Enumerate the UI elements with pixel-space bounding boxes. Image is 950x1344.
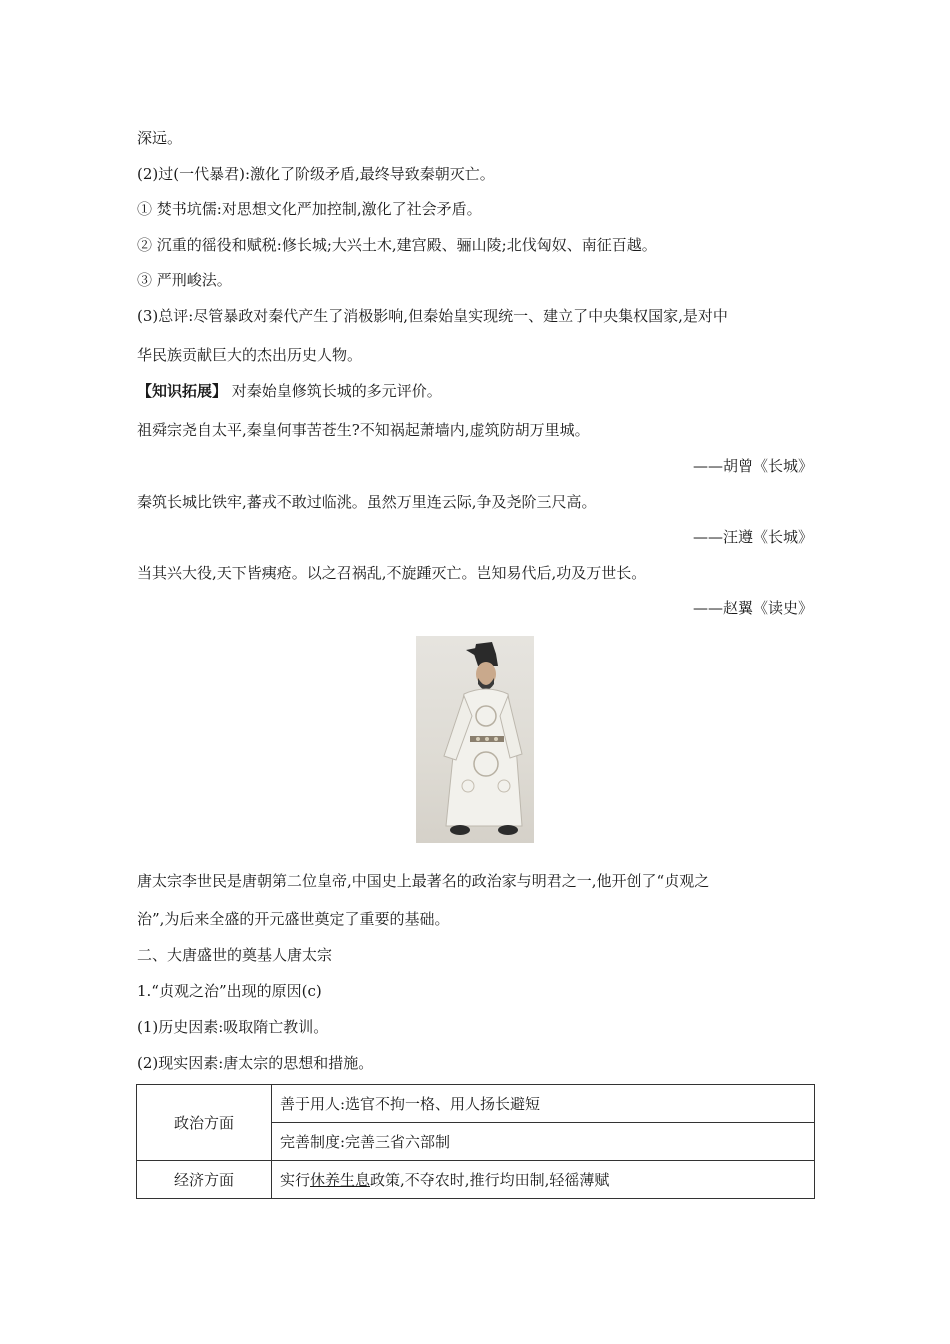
- knowledge-extension-line: [137, 381, 817, 401]
- poem-line: 秦筑长城比铁牢,蕃戎不敢过临洮。虽然万里连云际,争及尧阶三尺高。: [137, 493, 597, 511]
- knowledge-extension-text: 对秦始皇修筑长城的多元评价。: [227, 382, 442, 400]
- table-cell: 善于用人:选官不拘一格、用人扬长避短: [272, 1085, 815, 1123]
- text-line: 华民族贡献巨大的杰出历史人物。: [137, 346, 363, 364]
- text-line: ② 沉重的徭役和赋税:修长城;大兴土木,建宫殿、骊山陵;北伐匈奴、南征百越。: [137, 236, 657, 254]
- table-row: [137, 1161, 815, 1199]
- poem-attribution: ——汪遵《长城》: [692, 528, 813, 546]
- political-label: 政治方面: [137, 1085, 272, 1161]
- text-line: (2)过(一代暴君):激化了阶级矛盾,最终导致秦朝灭亡。: [137, 165, 495, 183]
- poem-line: 祖舜宗尧自太平,秦皇何事苦苍生?不知祸起萧墙内,虚筑防胡万里城。: [137, 421, 590, 439]
- poem-attribution: ——赵翼《读史》: [692, 599, 813, 617]
- text-line: (3)总评:尽管暴政对秦代产生了消极影响,但秦始皇实现统一、建立了中央集权国家,是对中: [137, 307, 728, 325]
- economic-label: 经济方面: [137, 1161, 272, 1199]
- text-line: ③ 严刑峻法。: [137, 271, 232, 289]
- subsection-heading: 1.“贞观之治”出现的原因(c): [137, 982, 322, 1000]
- text-line: (1)历史因素:吸取隋亡教训。: [137, 1018, 329, 1036]
- emperor-portrait: [416, 636, 534, 843]
- poem-line: 当其兴大役,天下皆痍疮。以之召祸乱,不旋踵灭亡。岂知易代后,功及万世长。: [137, 564, 647, 582]
- economic-text-underlined: 休养生息: [310, 1171, 371, 1189]
- economic-text-pre: 实行: [280, 1171, 311, 1189]
- text-line: ① 焚书坑儒:对思想文化严加控制,激化了社会矛盾。: [137, 200, 482, 218]
- economic-text-post: 政策,不夺农时,推行均田制,轻徭薄赋: [370, 1171, 610, 1189]
- table-cell: [272, 1161, 815, 1199]
- text-line: 深远。: [137, 129, 183, 147]
- table-row: [137, 1085, 815, 1123]
- text-line: 治”,为后来全盛的开元盛世奠定了重要的基础。: [137, 910, 450, 928]
- measures-table: [136, 1084, 815, 1199]
- poem-attribution: ——胡曾《长城》: [692, 457, 813, 475]
- knowledge-extension-tag: 【知识拓展】: [137, 382, 228, 400]
- section-heading: 二、大唐盛世的奠基人唐太宗: [137, 946, 333, 964]
- text-line: 唐太宗李世民是唐朝第二位皇帝,中国史上最著名的政治家与明君之一,他开创了“贞观之: [137, 872, 710, 890]
- table-cell: 完善制度:完善三省六部制: [272, 1123, 815, 1161]
- text-line: (2)现实因素:唐太宗的思想和措施。: [137, 1054, 374, 1072]
